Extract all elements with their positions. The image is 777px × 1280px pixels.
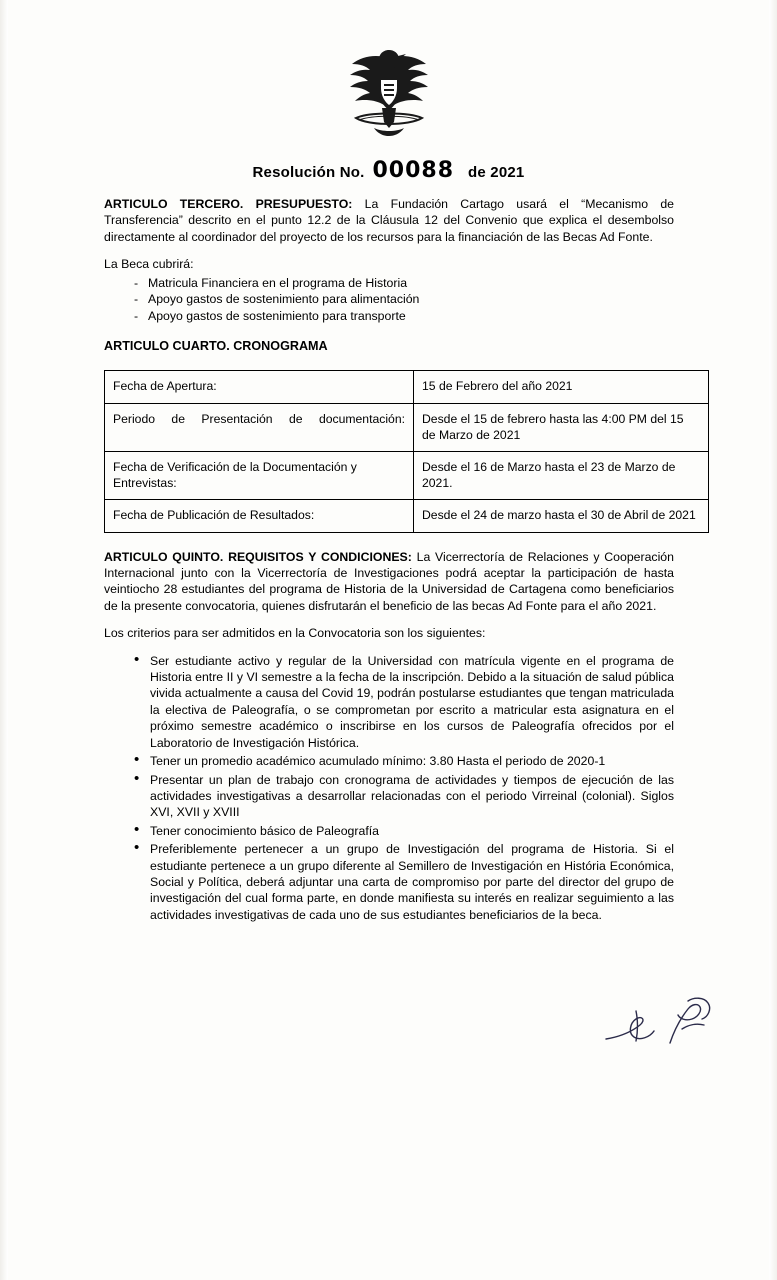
page-edge-left	[0, 0, 8, 1280]
document-body	[104, 196, 696, 925]
article-three-heading: ARTICULO TERCERO. PRESUPUESTO:	[104, 197, 353, 211]
table-row	[105, 500, 709, 532]
coat-of-arms-icon	[0, 42, 777, 143]
handwritten-signature	[596, 995, 716, 1055]
table-cell-value: 15 de Febrero del año 2021	[414, 371, 709, 403]
resolution-label: Resolución No.	[252, 164, 365, 181]
table-cell-label: Fecha de Verificación de la Documentación y Entrevistas:	[105, 452, 414, 500]
resolution-year: de 2021	[468, 164, 525, 181]
article-three-body: La Fundación Cartago usará el “Mecanismo de Transferencia” descrito en el punto 12.2 de la Cláusula 12 del Convenio que explica el desembolso directamente al coordinador del proyecto de los recursos para la financiación de las Becas Ad Fonte.	[104, 197, 675, 244]
article-three-paragraph	[104, 196, 674, 245]
cronograma-table	[104, 370, 709, 532]
list-item: • Ser estudiante activo y regular de la Universidad con matrícula vigente en el programa de Historia entre II y VI semestre a la fecha de la inscripción. Debido a la situación de salud pública vivida actualmente a causa del Covid 19, podrán postularse estudiantes que tengan matriculada la electiva de Paleografía, o se comprometan por escrito a matricular esta asignatura en el próximo semestre académico o inscribirse en los cursos de Paleografía ofrecidos por el Laboratorio de Investigación Histórica.	[104, 653, 674, 751]
table-cell-value: Desde el 16 de Marzo hasta el 23 de Marzo de 2021.	[414, 452, 709, 500]
list-item: • Presentar un plan de trabajo con cronograma de actividades y tiempos de ejecución de las actividades investigativas a desarrollar relacionadas con el periodo Virreinal (colonial). Siglos XVI, XVII y XVIII	[104, 772, 674, 821]
criteria-intro: Los criterios para ser admitidos en la Convocatoria son los siguientes:	[104, 626, 486, 641]
beca-list	[104, 275, 674, 325]
table-row	[105, 371, 709, 403]
table-cell-value: Desde el 24 de marzo hasta el 30 de Abril de 2021	[414, 500, 709, 532]
table-cell-label: Fecha de Apertura:	[105, 371, 414, 403]
table-cell-label: Fecha de Publicación de Resultados:	[105, 500, 414, 532]
table-cell-label: Periodo de Presentación de documentación:	[105, 403, 414, 451]
article-five-paragraph	[104, 549, 674, 615]
page-edge-right	[769, 0, 777, 1280]
list-item: - Apoyo gastos de sostenimiento para transporte	[104, 308, 674, 325]
article-five-heading: ARTICULO QUINTO. REQUISITOS Y CONDICIONES:	[104, 549, 412, 564]
list-item: • Tener un promedio académico acumulado mínimo: 3.80 Hasta el periodo de 2020-1	[104, 753, 674, 769]
list-item: - Matricula Financiera en el programa de Historia	[104, 275, 674, 292]
list-item: - Apoyo gastos de sostenimiento para alimentación	[104, 291, 674, 308]
criteria-list	[104, 653, 674, 924]
resolution-number: 00088	[372, 158, 455, 183]
table-cell-value: Desde el 15 de febrero hasta las 4:00 PM del 15 de Marzo de 2021	[414, 403, 709, 451]
beca-intro: La Beca cubrirá:	[104, 257, 194, 272]
table-row	[105, 452, 709, 500]
list-item: • Preferiblemente pertenecer a un grupo de Investigación del programa de Historia. Si el estudiante pertenece a un grupo diferente al Semillero de Investigación en História Económica, Social y Política, deberá adjuntar una carta de compromiso por parte del director del grupo de investigación del cual forma parte, en donde manifiesta su interés en realizar seguimiento a las actividades investigativas de cada uno de sus estudiantes beneficiarios de la beca.	[104, 841, 674, 923]
table-row	[105, 403, 709, 451]
article-five-body: La Vicerrectoría de Relaciones y Cooperación Internacional junto con la Vicerrectoría de Investigaciones podrá aceptar la participación de hasta veintiocho 28 estudiantes del programa de Historia de la Universidad de Cartagena como beneficiarios de la presente convocatoria, quienes disfrutarán el beneficio de las becas Ad Fonte para el año 2021.	[104, 549, 674, 613]
article-four-heading: ARTICULO CUARTO. CRONOGRAMA	[104, 339, 328, 354]
resolution-heading	[0, 158, 777, 183]
list-item: • Tener conocimiento básico de Paleografía	[104, 823, 674, 839]
